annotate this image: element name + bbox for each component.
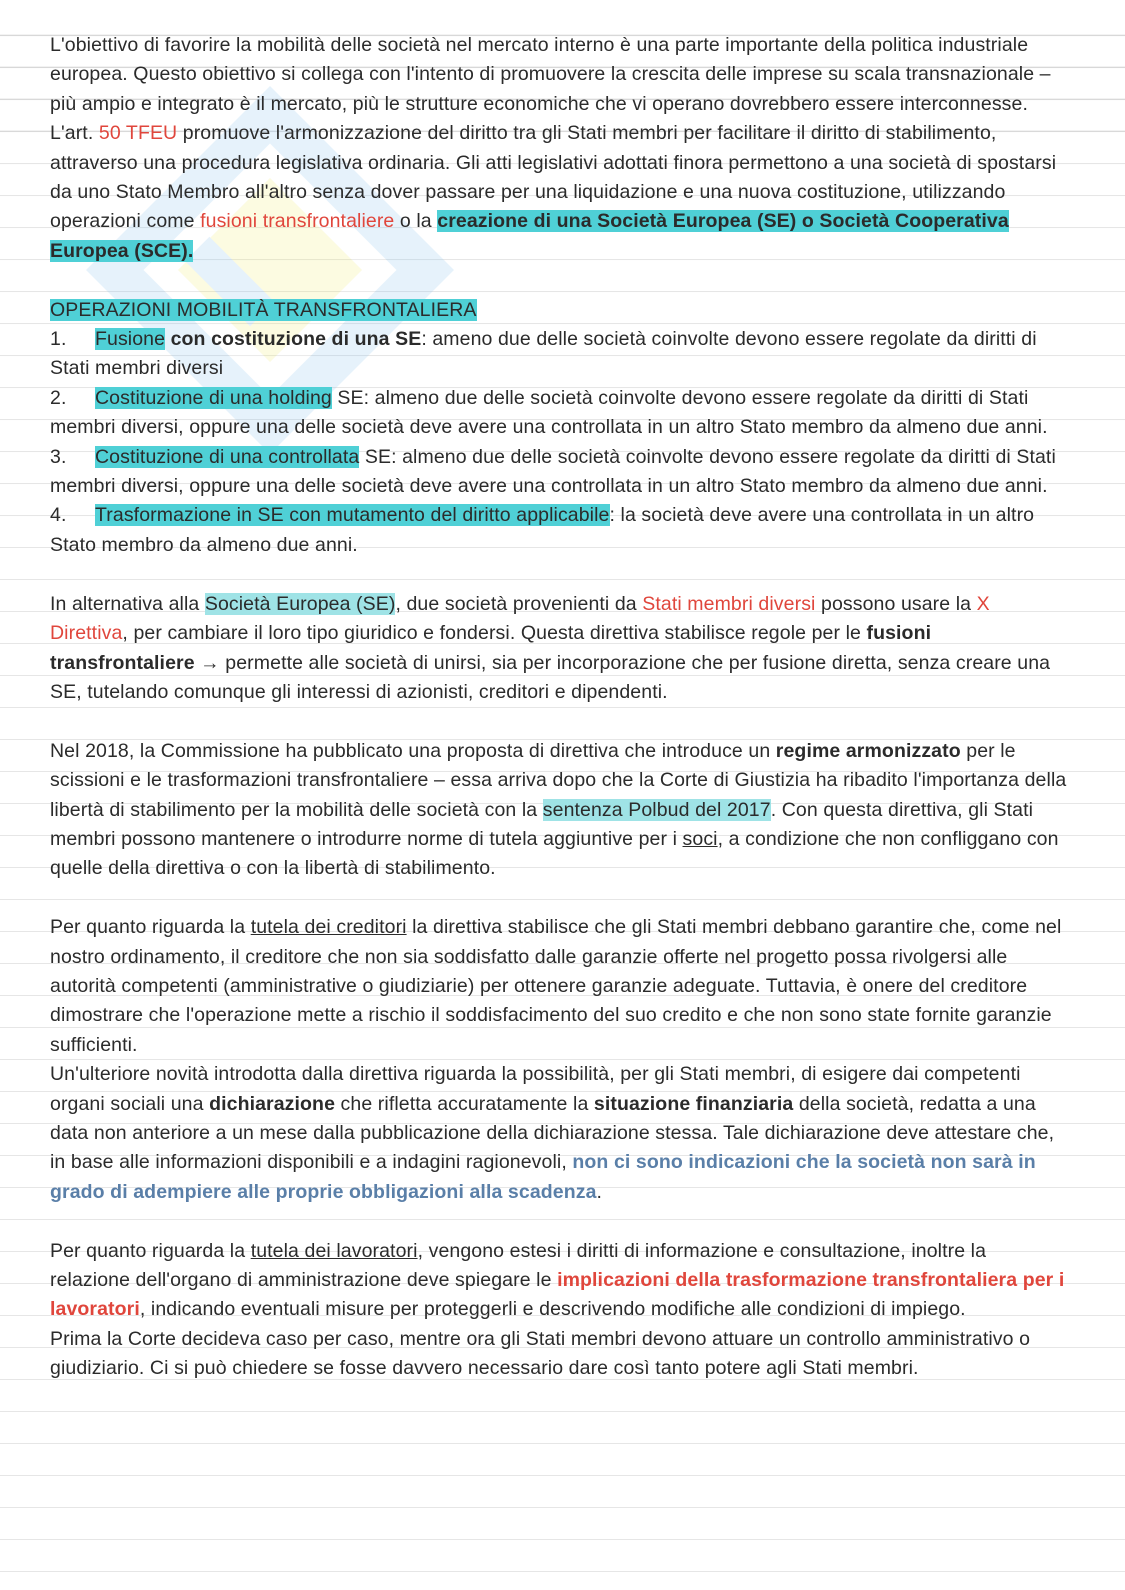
sentenza-highlight: sentenza Polbud del 2017 [542,798,771,821]
paragraph-alternativa: In alternativa alla Società Europea (SE), due società provenienti da Stati membri diversi possono usare la X Direttiva, per cambiare il loro tipo giuridico e fondersi. Questa direttiva stabilisce regole per le fusioni transfrontaliere → permette alle società di unirsi, sia per incorporazione che per fusione diretta, senza creare una SE, tutelando comunque gli interessi di azionisti, creditori e dipendenti. [50,592,1051,703]
document-body [50,31,1070,1384]
paragraph-art50: L'art. 50 TFEU promuove l'armonizzazione del diritto tra gli Stati membri per facilitare il diritto di stabilimento, attraverso una procedura legislativa ordinaria. Gli atti legislativi adottati finora permettono a una società di spostarsi da uno Stato Membro all'altro senza dover passare per una liquidazione e una nuova costituzione, utilizzando operazioni come fusioni transfrontaliere o la creazione di una Società Europea (SE) o Società Cooperativa Europea (SCE). [50,122,1057,262]
paragraph-creditori: Per quanto riguarda la tutela dei creditori la direttiva stabilisce che gli Stati membri debbano garantire che, come nel nostro ordinamento, il creditore che non sia soddisfatto dalle garanzie offerte nel progetto possa rivolgersi alle autorità competenti (amministrative o giudiziarie) per ottenere garanzie adeguate. Tuttavia, è onere del creditore dimostrare che l'operazione mette a rischio il soddisfacimento del suo credito e che non sono state fornite garanzie sufficienti. [50,916,1062,1056]
paragraph-lavoratori: Per quanto riguarda la tutela dei lavoratori, vengono estesi i diritti di informazione e consultazione, inoltre la relazione dell'organo di amministrazione deve spiegare le implicazioni della trasformazione transfrontaliera per i lavoratori, indicando eventuali misure per proteggerli e descrivendo modifiche alle condizioni di impiego. [50,1239,1065,1321]
se-highlight: Società Europea (SE) [204,592,396,615]
creazione-highlight: creazione di una Società Europea (SE) o Società Cooperativa Europea (SCE). [50,210,1009,262]
operation-item: 3. Costituzione di una controllata SE: almeno due delle società coinvolte devono essere regolate da diritti di Stati membri diversi, oppure una delle società deve avere una controllata in un altro Stato membro da almeno due anni. [50,445,1056,498]
article-ref: 50 TFEU [98,122,178,145]
operation-item: 2. Costituzione di una holding SE: almeno due delle società coinvolte devono essere regolate da diritti di Stati membri diversi, oppure una delle società deve avere una controllata in un altro Stato membro da almeno due anni. [50,386,1048,439]
paragraph-dichiarazione: Un'ulteriore novità introdotta dalla direttiva riguarda la possibilità, per gli Stati membri, di esigere dai competenti organi sociali una dichiarazione che rifletta accuratamente la situazione finanziaria della società, redatta a una data non anteriore a un mese dalla pubblicazione della dichiarazione stessa. Tale dichiarazione deve attestare che, in base alle informazioni disponibili e a indagini ragionevoli, non ci sono indicazioni che la società non sarà in grado di adempiere alle proprie obbligazioni alla scadenza. [50,1063,1055,1203]
operation-item: 1. Fusione con costituzione di una SE: ameno due delle società coinvolte devono essere regolate da diritti di Stati membri diversi [50,328,1037,380]
operation-item: 4. Trasformazione in SE con mutamento del diritto applicabile: la società deve avere una controllata in un altro Stato membro da almeno due anni. [50,504,1035,556]
paragraph-intro: L'obiettivo di favorire la mobilità delle società nel mercato interno è una parte importante della politica industriale europea. Questo obiettivo si collega con l'intento di promuovere la crescita delle imprese su scala transnazionale – più ampio e integrato è il mercato, più le strutture economiche che vi operano dovrebbero essere interconnesse. [50,34,1051,115]
paragraph-2018: Nel 2018, la Commissione ha pubblicato una proposta di direttiva che introduce un regime armonizzato per le scissioni e le trasformazioni transfrontaliere – essa arriva dopo che la Corte di Giustizia ha ribadito l'importanza della libertà di stabilimento per la mobilità delle società con la sentenza Polbud del 2017. Con questa direttiva, gli Stati membri possono mantenere o introdurre norme di tutela aggiuntive per i soci, a condizione che non confliggano con quelle della direttiva o con la libertà di stabilimento. [50,739,1067,880]
operations-heading: OPERAZIONI MOBILITÀ TRANSFRONTALIERA [50,298,477,321]
fusioni-link: fusioni transfrontaliere [200,210,395,233]
paragraph-corte: Prima la Corte decideva caso per caso, mentre ora gli Stati membri devono attuare un controllo amministrativo o giudiziario. Ci si può chiedere se fosse davvero necessario dare così tanto potere agli Stati membri. [50,1327,1031,1380]
